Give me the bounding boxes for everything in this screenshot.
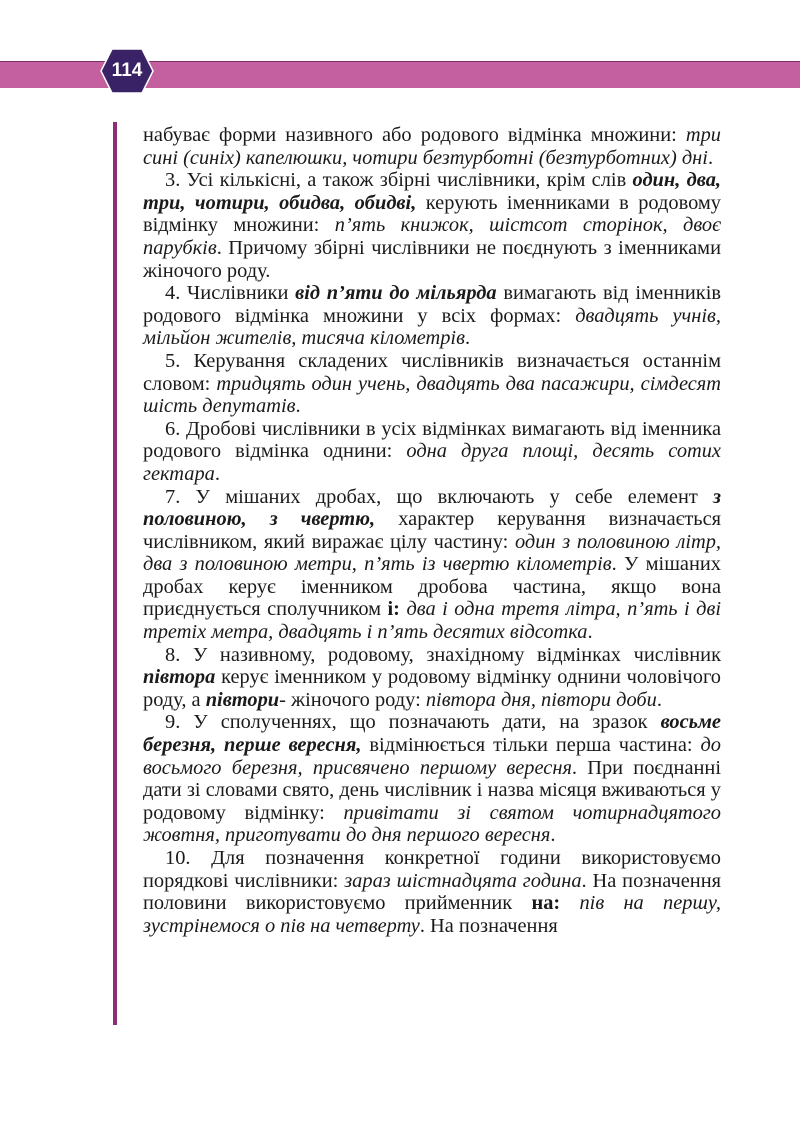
text-run: .	[214, 462, 220, 485]
text-run: - жіночого роду:	[279, 688, 426, 711]
example-text: два і одна третя літра, п’ять і дві третіх метра, двадцять і п’ять десятих відсотка	[143, 598, 721, 644]
example-text: півтора дня, півтори доби	[425, 688, 657, 711]
paragraph	[143, 486, 721, 644]
paragraph	[143, 847, 721, 937]
emphasis-text: восьме березня, перше вересня,	[143, 711, 721, 757]
example-text: зараз шістнадцята година	[344, 869, 582, 892]
example-text: три сині (синіх) капелюшки, чотири безтурботні (безтурботних) дні	[143, 124, 721, 169]
text-run: .	[550, 824, 556, 847]
text-run	[560, 892, 579, 914]
text-run: 8. У називному, родовому, знахідному відмінках числівник	[165, 643, 721, 666]
text-run: вимагають від іменників родового відмінка множини у всіх формах:	[143, 282, 721, 327]
text-run: 7. У мішаних дробах, що включають у себе елемент	[165, 485, 714, 508]
example-text: одна друга площі, десять сотих гектара	[143, 440, 721, 485]
text-run: .	[656, 688, 662, 711]
emphasis-text: від п’яти до мільярда	[295, 282, 497, 305]
paragraph	[143, 282, 721, 350]
text-run: 10. Для позначення конкретної години використовуємо порядкові числівники:	[143, 847, 721, 892]
text-run: . На позначення половини використовуємо прийменник	[143, 869, 721, 915]
margin-rule	[113, 122, 117, 1025]
paragraph	[143, 350, 721, 418]
example-text: тридцять один учень, двадцять два пасажири, сімдесят шість депутатів	[143, 372, 722, 418]
text-run: набуває форми називного або родового відмінка множини:	[143, 124, 686, 146]
body-text	[143, 124, 721, 937]
example-text: до восьмого березня, присвячено першому вересня	[143, 734, 721, 779]
page-number: 114	[111, 60, 143, 81]
text-run: .	[707, 146, 714, 169]
text-run: керують іменниками в родовому відмінку множини:	[143, 191, 721, 237]
paragraph	[143, 711, 721, 847]
text-run: керує іменником у родовому відмінку однини чоловічого роду, а	[143, 666, 721, 711]
example-text: двадцять учнів, мільйон жителів, тисяча кілометрів	[143, 304, 721, 350]
text-run: 3. Усі кількісні, а також збірні числівники, крім слів	[165, 169, 633, 192]
text-run: .	[464, 327, 471, 350]
text-run: .	[587, 621, 593, 644]
example-text: привітати зі святом чотирнадцятого жовтня, приготувати до дня першого вересня	[143, 801, 721, 847]
emphasis-text: півтора	[143, 666, 216, 689]
example-text: пів на першу, зустрінемося о пів на четверту	[143, 892, 721, 937]
example-text: один з половиною літр, два з половиною метри, п’ять із чвертю кілометрів	[143, 530, 722, 576]
text-run: характер керування визначається числівником, який виражає цілу частину:	[143, 508, 722, 553]
emphasis-text: з половиною, з чвертю,	[143, 485, 721, 531]
text-run: 5. Керування складених числівників визначається останнім словом:	[143, 349, 721, 395]
text-run: .	[295, 395, 301, 418]
text-run: . На позначення	[419, 914, 558, 937]
page-number-badge	[100, 48, 154, 94]
text-run: . У мішаних дробах керує іменником дробова частина, якщо вона приєднується сполучником	[143, 553, 721, 621]
text-run: . Причому збірні числівники не поєднують з іменниками жіночого роду.	[143, 236, 721, 282]
text-run: 6. Дробові числівники в усіх відмінках вимагають від іменника родового відмінка однини:	[143, 417, 721, 463]
paragraph	[143, 169, 721, 282]
text-run: 4. Числівники	[165, 282, 296, 305]
emphasis-text: і:	[387, 598, 400, 621]
text-run: . При поєднанні дати зі словами свято, день числівник і назва місяця вживаються у родовому відмінку:	[143, 756, 721, 824]
text-run: відмінюється тільки перша частина:	[361, 734, 701, 757]
paragraph	[143, 418, 721, 486]
emphasis-text: один, два, три, чотири, обидва, обидві,	[143, 169, 722, 214]
emphasis-text: на:	[531, 892, 561, 915]
example-text: п’ять книжок, шістсот сторінок, двоє парубків	[143, 214, 721, 259]
text-run: 9. У сполученнях, що позначають дати, на зразок	[165, 711, 661, 734]
paragraph	[143, 124, 721, 169]
paragraph	[143, 644, 721, 712]
emphasis-text: півтори	[205, 688, 280, 711]
